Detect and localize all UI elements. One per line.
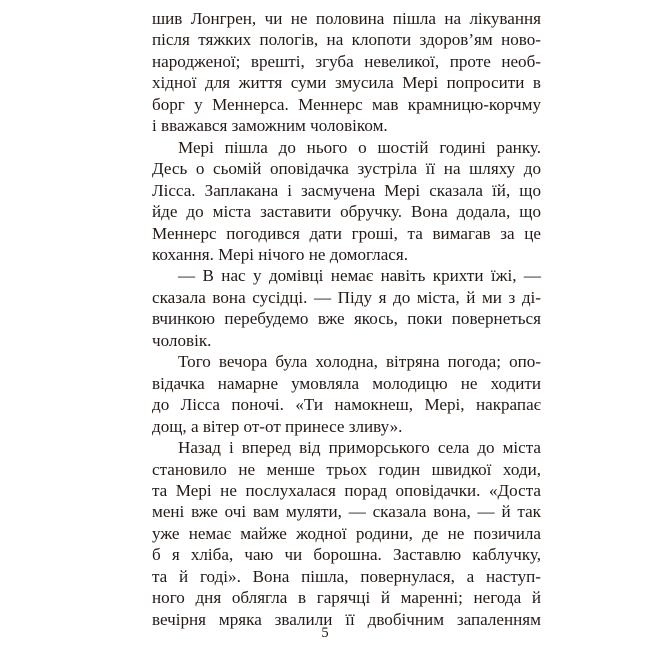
text-line: Того вечора була холодна, вітряна погода; опо- [178, 352, 541, 372]
paragraph [152, 351, 541, 437]
text-line: відачка намарне умовляла молодицю не ходити [152, 373, 541, 393]
text-line: — В нас у домівці немає навіть крихти їжі, — [178, 266, 541, 286]
text-line: і вважався заможним чоловіком. [152, 116, 388, 136]
text-line: ного дня облягла в гарячці й маренні; негода й [152, 588, 541, 608]
page-number: 5 [321, 625, 329, 641]
text-line: Мері пішла до нього о шостій годині ранку. [178, 137, 541, 157]
paragraph [152, 137, 541, 266]
text-line: вечірня мряка звалили її двобічним запаленням [152, 609, 541, 629]
text-line: Меннерс погодився дати гроші, та вимагав за це [152, 223, 541, 243]
text-line: та Мері не послухалася порад оповідачки. «Доста [152, 480, 541, 500]
text-line: сказала вона сусідці. — Піду я до міста, й ми з ді- [152, 287, 541, 307]
text-line: кохання. Мері нічого не домоглася. [152, 244, 409, 264]
text-line: шив Лонгрен, чи не половина пішла на лікування [152, 9, 541, 28]
text-line: та й годі». Вона пішла, повернулася, а наступ- [152, 566, 541, 586]
text-line: б я хліба, чаю чи борошна. Заставлю каблучку, [152, 545, 541, 565]
text-line: становило не менше трьох годин швидкої ходи, [152, 459, 541, 479]
text-line: уже немає майже жодної родини, де не позичила [152, 523, 541, 543]
text-line: вчинкою перебудемо вже якось, поки повернеться [152, 309, 541, 329]
text-line: Десь о сьомій оповідачка зустріла її на шляху до [152, 159, 541, 179]
text-line: народженої; врешті, згуба невеликої, проте необ- [152, 51, 541, 71]
text-line: хідної для життя суми змусила Мері попросити в [152, 73, 541, 93]
text-line: чоловік. [152, 330, 212, 350]
text-line: після тяжких пологів, на клопоти здоров’ям ново- [152, 30, 541, 50]
text-line: дощ, а вітер от-от принесе зливу». [152, 416, 403, 436]
text-line: йде до міста заставити обручку. Вона додала, що [152, 202, 541, 222]
paragraph [152, 8, 541, 137]
text-line: Назад і вперед від приморського села до міста [178, 438, 541, 458]
text-line: борг у Меннерса. Меннерс мав крамницю-корчму [152, 94, 541, 114]
page-text-block [152, 8, 541, 630]
text-line: до Лісса поночі. «Ти намокнеш, Мері, накрапає [152, 395, 541, 415]
paragraph [152, 265, 541, 351]
text-line: мені вже очі вам муляти, — сказала вона, — й так [152, 502, 541, 522]
text-line: Лісса. Заплакана і засмучена Мері сказала їй, що [152, 180, 541, 200]
paragraph [152, 437, 541, 630]
